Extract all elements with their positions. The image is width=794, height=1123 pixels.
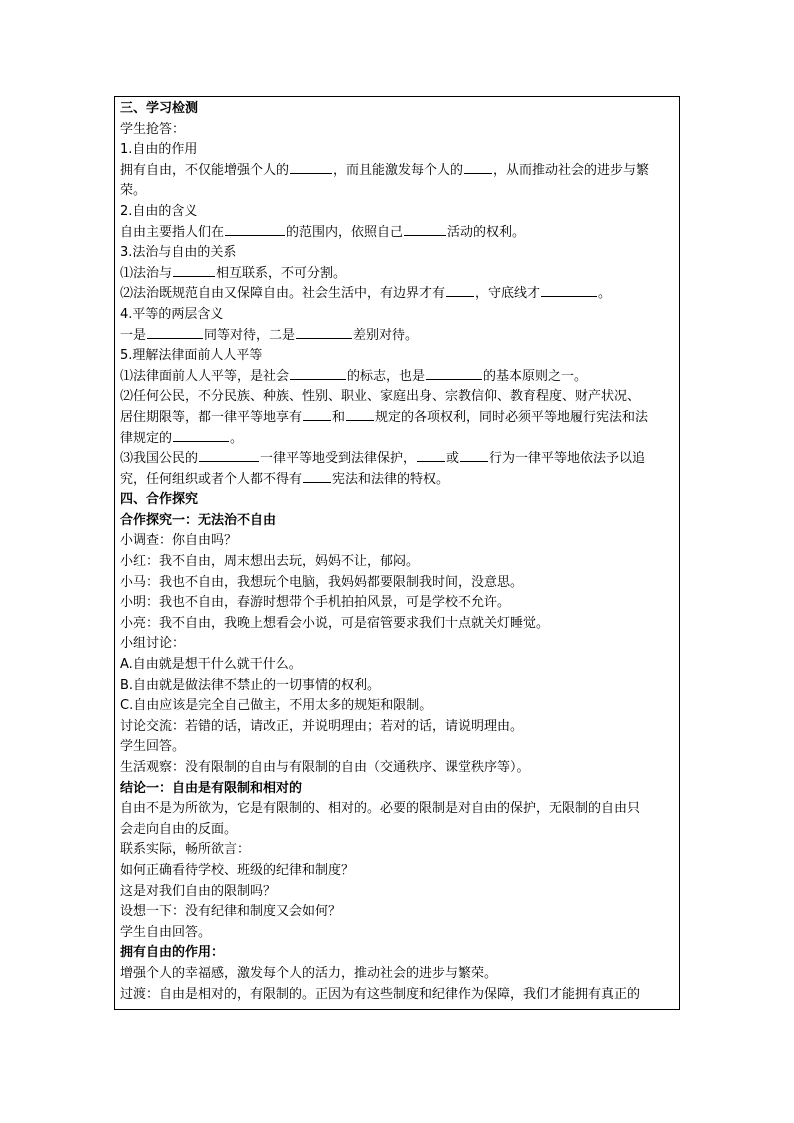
q5-line-5 <box>120 449 679 470</box>
q5-2-text-f: 。 <box>230 430 244 446</box>
q1-line <box>120 161 679 182</box>
q1-text-a: 拥有自由，不仅能增强个人的 <box>120 162 290 178</box>
q5-1-text-b: 的标志，也是 <box>347 368 426 384</box>
survey-question: 小调查：你自由吗？ <box>120 533 238 549</box>
q5-2-text-e: 律规定的 <box>120 430 173 446</box>
q3-title: 3.法治与自由的关系 <box>120 245 237 261</box>
blank <box>147 326 203 339</box>
student-ma: 小马：我也不自由，我想玩个电脑，我妈妈都要限制我时间，没意思。 <box>120 574 524 590</box>
q3-2-text-c: 。 <box>598 286 612 302</box>
document-table-cell <box>114 96 680 1010</box>
blank <box>404 223 446 236</box>
q3-line-2 <box>120 284 679 305</box>
imagine-question: 设想一下：没有纪律和制度又会如何？ <box>120 904 342 920</box>
blank <box>426 367 482 380</box>
blank <box>173 429 229 442</box>
q1-text-b: ，而且能激发每个人的 <box>333 162 464 178</box>
blank <box>303 408 331 421</box>
q4-line <box>120 326 679 347</box>
conclusion-text-2: 会走向自由的反面。 <box>120 821 238 837</box>
connect-reality: 联系实际，畅所欲言： <box>120 842 251 858</box>
life-observation: 生活观察：没有限制的自由与有限制的自由（交通秩序、课堂秩序等）。 <box>120 760 530 775</box>
blank <box>290 367 346 380</box>
q5-line-4 <box>120 429 679 450</box>
q2-text-c: 活动的权利。 <box>447 224 526 240</box>
student-answer-1: 学生回答。 <box>120 739 186 755</box>
student-quick-answer: 学生抢答： <box>120 121 186 137</box>
blank <box>290 161 332 174</box>
q1-line-2: 荣。 <box>120 183 147 199</box>
q5-2-text-c: 和 <box>332 409 346 425</box>
blank <box>417 449 445 462</box>
blank <box>173 264 215 277</box>
q3-2-text-b: ，守底线才 <box>475 286 541 302</box>
q4-title: 4.平等的两层含义 <box>120 306 224 322</box>
q1-text-c: ，从而推动社会的进步与繁 <box>493 162 650 178</box>
q2-line <box>120 223 679 244</box>
blank <box>296 326 352 339</box>
blank <box>225 223 285 236</box>
q5-line-1 <box>120 367 679 388</box>
q3-2-text-a: ⑵法治既规范自由又保障自由。社会生活中，有边界才有 <box>120 286 446 302</box>
discussion-exchange: 讨论交流：若错的话，请改正，并说明理由；若对的话，请说明理由。 <box>120 718 524 734</box>
q3-line-1 <box>120 264 679 285</box>
section-4-title: 四、合作探究 <box>120 492 199 508</box>
q2-text-b: 的范围内，依照自己 <box>286 224 404 240</box>
question-limit: 这是对我们自由的限制吗？ <box>120 883 277 899</box>
q2-text-a: 自由主要指人们在 <box>120 224 225 240</box>
q5-3-text-c: 或 <box>446 451 460 467</box>
q4-text-a: 一是 <box>120 327 147 343</box>
q5-1-text-a: ⑴法律面前人人平等，是社会 <box>120 368 290 384</box>
q5-2-text-d: 规定的各项权利，同时必须平等地履行宪法和法 <box>375 409 649 425</box>
q5-3-text-e: 究，任何组织或者个人都不得有 <box>120 471 303 487</box>
student-liang: 小亮：我不自由，我晚上想看会小说，可是宿管要求我们十点就关灯睡觉。 <box>120 615 550 631</box>
q5-2-text-b: 居住期限等，都一律平等地享有 <box>120 409 303 425</box>
blank <box>446 284 474 297</box>
role-of-freedom-title: 拥有自由的作用： <box>120 945 225 961</box>
q5-3-text-f: 宪法和法律的特权。 <box>332 471 450 487</box>
option-a: A.自由就是想干什么就干什么。 <box>120 657 302 673</box>
q5-3-text-a: ⑶我国公民的 <box>120 451 199 467</box>
q5-line-2: ⑵任何公民，不分民族、种族、性别、职业、家庭出身、宗教信仰、教育程度、财产状况、 <box>120 389 641 405</box>
option-b: B.自由就是做法律不禁止的一切事情的权利。 <box>120 677 381 693</box>
blank <box>464 161 492 174</box>
blank <box>303 470 331 483</box>
q3-1-text-a: ⑴法治与 <box>120 265 173 281</box>
conclusion-text-1: 自由不是为所欲为，它是有限制的、相对的。必要的限制是对自由的保护，无限制的自由只 <box>120 801 641 817</box>
q5-line-3 <box>120 408 679 429</box>
conclusion-1-title: 结论一：自由是有限制和相对的 <box>120 780 303 796</box>
student-ming: 小明：我也不自由，春游时想带个手机拍拍风景，可是学校不允许。 <box>120 595 511 611</box>
q4-text-b: 同等对待，二是 <box>204 327 296 343</box>
student-hong: 小红：我不自由，周末想出去玩，妈妈不让，郁闷。 <box>120 554 420 570</box>
q2-title: 2.自由的含义 <box>120 203 198 219</box>
q5-line-6 <box>120 470 679 491</box>
group-discussion: 小组讨论： <box>120 636 186 652</box>
transition-text: 过渡：自由是相对的，有限制的。正因为有这些制度和纪律作为保障，我们才能拥有真正的 <box>120 986 641 1002</box>
q4-text-c: 差别对待。 <box>353 327 419 343</box>
q3-1-text-b: 相互联系，不可分割。 <box>216 265 347 281</box>
role-of-freedom-text: 增强个人的幸福感，激发每个人的活力，推动社会的进步与繁荣。 <box>120 965 498 981</box>
q1-title: 1.自由的作用 <box>120 142 198 158</box>
question-how: 如何正确看待学校、班级的纪律和制度？ <box>120 862 355 878</box>
section-3-title: 三、学习检测 <box>120 101 199 116</box>
blank <box>199 449 259 462</box>
student-answer-2: 学生自由回答。 <box>120 924 212 940</box>
q5-3-text-b: 一律平等地受到法律保护， <box>260 451 417 467</box>
blank <box>346 408 374 421</box>
q5-title: 5.理解法律面前人人平等 <box>120 348 263 364</box>
q5-3-text-d: 行为一律平等地依法予以追 <box>489 451 646 467</box>
inquiry-1-title: 合作探究一：无法治不自由 <box>120 512 277 528</box>
option-c: C.自由应该是完全自己做主，不用太多的规矩和限制。 <box>120 698 433 714</box>
q5-1-text-c: 的基本原则之一。 <box>483 368 588 384</box>
blank <box>460 449 488 462</box>
blank <box>541 284 597 297</box>
